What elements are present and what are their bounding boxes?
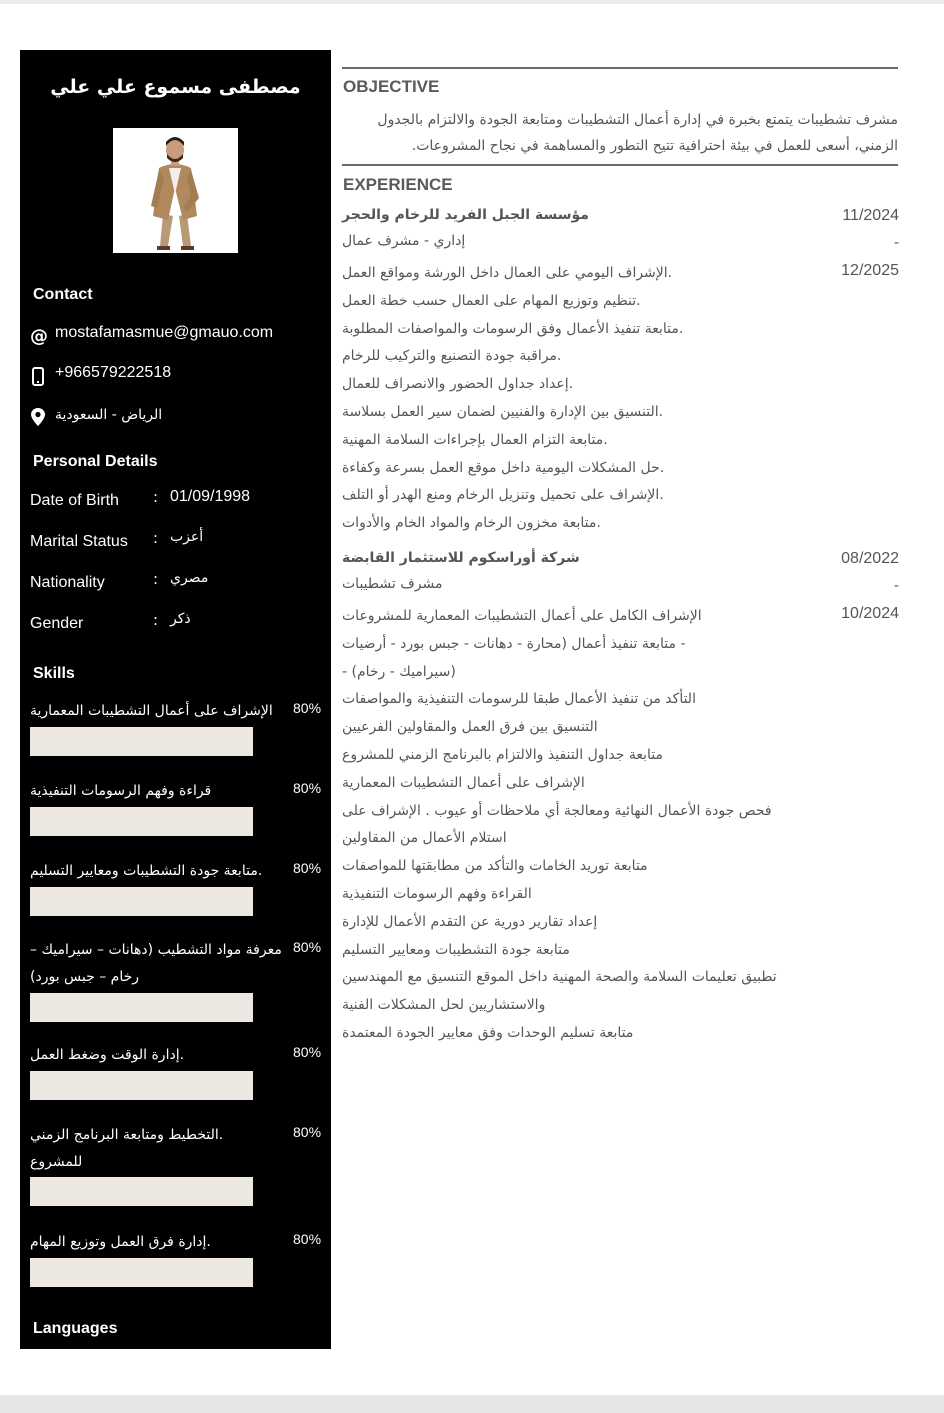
objective-text: مشرف تشطيبات يتمتع بخبرة في إدارة أعمال التشطيبات ومتابعة الجودة والالتزام بالجدول الزمني، أسعى للعمل في بيئة احترافية تتيح التطور والمساهمة في نجاح المشروعات. bbox=[377, 112, 898, 154]
duty-item: .إعداد جداول الحضور والانصراف للعمال bbox=[342, 376, 574, 393]
skill-name: الإشراف على أعمال التشطيبات المعمارية bbox=[30, 703, 273, 719]
duty-item: .التنسيق بين الإدارة والفنيين لضمان سير العمل بسلاسة bbox=[342, 403, 664, 420]
nationality-colon: : bbox=[153, 570, 159, 588]
skill-name: قراءة وفهم الرسومات التنفيذية bbox=[30, 783, 212, 799]
duty-item: تطبيق تعليمات السلامة والصحة المهنية داخل الموقع التنسيق مع المهندسين bbox=[342, 969, 777, 986]
skill-bar-fill bbox=[30, 993, 208, 1022]
nationality-value: مصري bbox=[170, 570, 209, 586]
nationality-row bbox=[30, 570, 320, 598]
duty-item: .الإشراف على تحميل وتنزيل الرخام ومنع الهدر أو التلف bbox=[342, 487, 664, 504]
email-link[interactable]: mostafamasmue@gmauo.com bbox=[55, 324, 274, 341]
experience-heading: EXPERIENCE bbox=[343, 175, 453, 194]
skill-percent: 80% bbox=[293, 780, 322, 796]
duty-item: الإشراف الكامل على أعمال التشطيبات المعمارية للمشروعات bbox=[342, 608, 702, 624]
skill-bar bbox=[30, 727, 253, 756]
objective-top-rule bbox=[342, 67, 898, 69]
skill-percent: 80% bbox=[293, 1231, 322, 1247]
contact-phone-row bbox=[30, 364, 320, 388]
skill-name: .التخطيط ومتابعة البرنامج الزمني للمشروع bbox=[30, 1127, 224, 1170]
gender-value: ذكر bbox=[170, 611, 191, 627]
skill-bar bbox=[30, 807, 253, 836]
location-text: الرياض - السعودية bbox=[55, 407, 163, 423]
phone-number: +966579222518 bbox=[55, 364, 172, 381]
duty-item: .حل المشكلات اليومية داخل موقع العمل بسرعة وكفاءة bbox=[342, 459, 665, 476]
skill-percent: 80% bbox=[293, 860, 322, 876]
marital-status-row bbox=[30, 529, 320, 557]
skill-percent: 80% bbox=[293, 1044, 322, 1060]
duty-item: - متابعة تنفيذ أعمال (محارة - دهانات - جبس بورد - أرضيات (سيراميك - رخام) - bbox=[342, 635, 686, 680]
dob-value: 01/09/1998 bbox=[170, 488, 251, 505]
duty-item: الإشراف على أعمال التشطيبات المعمارية bbox=[342, 774, 585, 791]
skill-percent: 80% bbox=[293, 939, 322, 955]
nationality-label: Nationality bbox=[30, 574, 105, 591]
sidebar bbox=[20, 50, 331, 1349]
duty-item: .متابعة تنفيذ الأعمال وفق الرسومات والمواصفات المطلوبة bbox=[342, 320, 684, 337]
dob-colon: : bbox=[153, 488, 159, 506]
personal-details-heading: Personal Details bbox=[33, 453, 158, 470]
duty-item: متابعة جودة التشطيبات ومعايير التسليم bbox=[342, 941, 570, 958]
job-end-date: 12/2025 bbox=[841, 262, 899, 279]
marital-status-value: أعزب bbox=[170, 529, 204, 545]
job-company: مؤسسة الجبل الفريد للرخام والحجر bbox=[342, 207, 589, 223]
candidate-name: مصطفى مسموع علي علي bbox=[50, 76, 301, 98]
skill-bar-fill bbox=[30, 1258, 208, 1287]
skill-bar-fill bbox=[30, 807, 208, 836]
duty-item: متابعة تسليم الوحدات وفق معايير الجودة المعتمدة bbox=[342, 1024, 634, 1041]
skill-bar bbox=[30, 1071, 253, 1100]
skill-bar bbox=[30, 1177, 253, 1206]
gender-row bbox=[30, 611, 320, 639]
duty-item: .الإشراف اليومي على العمال داخل الورشة ومواقع العمل bbox=[342, 265, 673, 281]
skill-bar-fill bbox=[30, 1177, 208, 1206]
skill-name: معرفة مواد التشطيب (دهانات – سيراميك – رخام – جبس بورد) bbox=[30, 942, 282, 985]
skill-name: .متابعة جودة التشطيبات ومعايير التسليم bbox=[30, 863, 263, 879]
skill-name: .إدارة الوقت وضغط العمل bbox=[30, 1047, 185, 1063]
experience-top-rule bbox=[342, 164, 898, 166]
dob-row bbox=[30, 488, 320, 516]
job-start-date: 08/2022 bbox=[841, 550, 899, 567]
job-date-dash: - bbox=[893, 235, 899, 251]
phone-icon bbox=[30, 366, 48, 386]
job-end-date: 10/2024 bbox=[841, 605, 899, 622]
contact-heading: Contact bbox=[33, 286, 93, 303]
skill-bar-fill bbox=[30, 1071, 208, 1100]
profile-photo bbox=[113, 128, 238, 253]
skill-name: .إدارة فرق العمل وتوزيع المهام bbox=[30, 1234, 211, 1250]
objective-heading: OBJECTIVE bbox=[343, 77, 440, 96]
duty-item: متابعة جداول التنفيذ والالتزام بالبرنامج الزمني للمشروع bbox=[342, 746, 664, 763]
duty-item: متابعة توريد الخامات والتأكد من مطابقتها للمواصفات bbox=[342, 858, 648, 875]
duty-item: التنسيق بين فرق العمل والمقاولين الفرعيين bbox=[342, 719, 598, 736]
duty-item: .متابعة مخزون الرخام والمواد الخام والأدوات bbox=[342, 515, 601, 532]
dob-label: Date of Birth bbox=[30, 492, 119, 509]
duty-item: والاستشاريين لحل المشكلات الفنية bbox=[342, 997, 546, 1014]
marital-status-label: Marital Status bbox=[30, 533, 128, 550]
skills-heading: Skills bbox=[33, 665, 75, 682]
contact-location-row bbox=[30, 405, 320, 429]
job-company: شركة أوراسكوم للاستثمار القابضة bbox=[342, 550, 580, 566]
job-duties-list bbox=[342, 603, 812, 1048]
skill-bar-fill bbox=[30, 887, 208, 916]
page-top-band bbox=[0, 0, 944, 4]
map-pin-icon bbox=[30, 407, 48, 427]
page-bottom-band bbox=[0, 1395, 944, 1413]
job-title: مشرف تشطيبات bbox=[342, 576, 443, 592]
at-icon bbox=[30, 326, 48, 346]
gender-colon: : bbox=[153, 611, 159, 629]
duty-item: .تنظيم وتوزيع المهام على العمال حسب خطة العمل bbox=[342, 292, 641, 309]
skill-percent: 80% bbox=[293, 700, 322, 716]
gender-label: Gender bbox=[30, 615, 84, 632]
languages-heading: Languages bbox=[33, 1320, 118, 1337]
job-date-dash: - bbox=[893, 578, 899, 594]
duty-item: فحص جودة الأعمال النهائية ومعالجة أي ملاحظات أو عيوب . الإشراف على bbox=[342, 802, 772, 819]
marital-status-colon: : bbox=[153, 529, 159, 547]
skill-bar bbox=[30, 1258, 253, 1287]
skill-percent: 80% bbox=[293, 1124, 322, 1140]
duty-item: .مراقبة جودة التصنيع والتركيب للرخام bbox=[342, 348, 562, 365]
skill-bar bbox=[30, 993, 253, 1022]
duty-item: القراءة وفهم الرسومات التنفيذية bbox=[342, 885, 532, 902]
duty-item: استلام الأعمال من المقاولين bbox=[342, 830, 507, 847]
person-photo-icon bbox=[113, 128, 238, 253]
contact-email-row bbox=[30, 324, 320, 348]
job-start-date: 11/2024 bbox=[842, 207, 899, 224]
skill-bar-fill bbox=[30, 727, 208, 756]
job-title: إداري - مشرف عمال bbox=[342, 233, 466, 249]
duty-item: التأكد من تنفيذ الأعمال طبقا للرسومات التنفيذية والمواصفات bbox=[342, 691, 696, 708]
skill-bar bbox=[30, 887, 253, 916]
duty-item: إعداد تقارير دورية عن التقدم الأعمال للإدارة bbox=[342, 913, 598, 930]
svg-text:@: @ bbox=[30, 326, 48, 346]
duty-item: .متابعة التزام العمال بإجراءات السلامة المهنية bbox=[342, 431, 608, 448]
job-duties-list bbox=[342, 260, 812, 538]
